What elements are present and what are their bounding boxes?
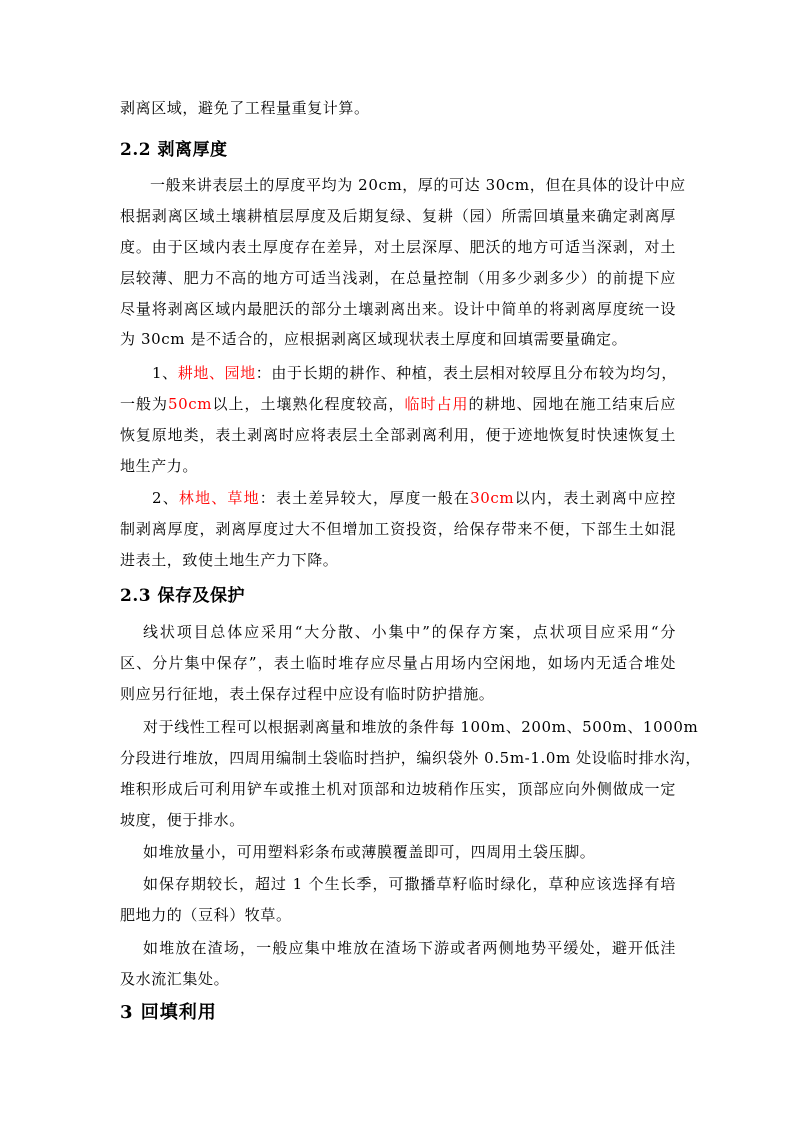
paragraph-line: 根据剥离区域土壤耕植层厚度及后期复绿、复耕（园）所需回填量来确定剥离厚 — [120, 207, 676, 225]
paragraph-line: 一般来讲表层土的厚度平均为 20cm，厚的可达 30cm，但在具体的设计中应 — [150, 176, 686, 194]
highlight-term: 耕地、园地 — [177, 364, 256, 382]
paragraph-line: 恢复原地类，表土剥离时应将表层土全部剥离利用，便于迹地恢复时快速恢复土 — [120, 426, 676, 444]
paragraph-line: 为 30cm 是不适合的，应根据剥离区域现状表土厚度和回填需要量确定。 — [120, 330, 628, 348]
paragraph-line: 如保存期较长，超过 1 个生长季，可撒播草籽临时绿化，草种应该选择有培 — [143, 875, 676, 893]
paragraph-line: 制剥离厚度，剥离厚度过大不但增加工资投资，给保存带来不便，下部生土如混 — [120, 520, 676, 538]
paragraph-line: 对于线性工程可以根据剥离量和堆放的条件每 100m、200m、500m、1000m — [143, 718, 699, 736]
paragraph-line: 剥离区域，避免了工程量重复计算。 — [120, 99, 370, 117]
list-item-1-line — [152, 362, 676, 384]
list-item-1-line — [120, 393, 676, 415]
highlight-term: 30cm — [470, 489, 515, 507]
paragraph-line: 线状项目总体应采用“大分散、小集中”的保存方案，点状项目应采用“分 — [143, 623, 676, 641]
section-heading-2-3: 2.3 保存及保护 — [120, 586, 245, 606]
highlight-term: 临时占用 — [404, 395, 469, 413]
paragraph-line: 分段进行堆放，四周用编制土袋临时挡护，编织袋外 0.5m-1.0m 处设临时排水沟， — [120, 749, 701, 767]
highlight-term: 林地、草地 — [178, 489, 260, 507]
section-heading-2-2: 2.2 剥离厚度 — [120, 140, 228, 160]
text-span: ：由于长期的耕作、种植，表土层相对较厚且分布较为均匀， — [255, 364, 677, 382]
paragraph-line: 尽量将剥离区域内最肥沃的部分土壤剥离出来。设计中简单的将剥离厚度统一设 — [120, 300, 676, 318]
text-span: 的耕地、园地在施工结束后应 — [468, 395, 676, 413]
paragraph-line: 及水流汇集处。 — [120, 970, 230, 988]
paragraph-line: 堆积形成后可利用铲车或推土机对顶部和边坡稍作压实，顶部应向外侧做成一定 — [120, 780, 676, 798]
list-item-2-line — [152, 487, 676, 509]
text-span: ：表土差异较大，厚度一般在 — [259, 489, 471, 507]
text-span: 一般为 — [120, 395, 168, 413]
list-number: 1、 — [152, 364, 178, 382]
text-span: 以上，土壤熟化程度较高， — [212, 395, 405, 413]
paragraph-line: 地生产力。 — [120, 457, 199, 475]
section-heading-3: 3 回填利用 — [120, 1002, 217, 1023]
text-span: 以内，表土剥离中应控 — [514, 489, 676, 507]
paragraph-line: 度。由于区域内表土厚度存在差异，对土层深厚、肥沃的地方可适当深剥，对土 — [120, 238, 676, 256]
paragraph-line: 如堆放在渣场，一般应集中堆放在渣场下游或者两侧地势平缓处，避开低洼 — [143, 939, 676, 957]
paragraph-line: 坡度，便于排水。 — [120, 811, 245, 829]
paragraph-line: 层较薄、肥力不高的地方可适当浅剥，在总量控制（用多少剥多少）的前提下应 — [120, 269, 676, 287]
list-number: 2、 — [152, 489, 179, 507]
paragraph-line: 则应另行征地，表土保存过程中应设有临时防护措施。 — [120, 685, 495, 703]
paragraph-line: 区、分片集中保存”，表土临时堆存应尽量占用场内空闲地，如场内无适合堆处 — [120, 654, 676, 672]
highlight-term: 50cm — [168, 395, 213, 413]
paragraph-line: 进表土，致使土地生产力下降。 — [120, 551, 339, 569]
paragraph-line: 肥地力的（豆科）牧草。 — [120, 906, 292, 924]
paragraph-line: 如堆放量小，可用塑料彩条布或薄膜覆盖即可，四周用土袋压脚。 — [143, 843, 596, 861]
